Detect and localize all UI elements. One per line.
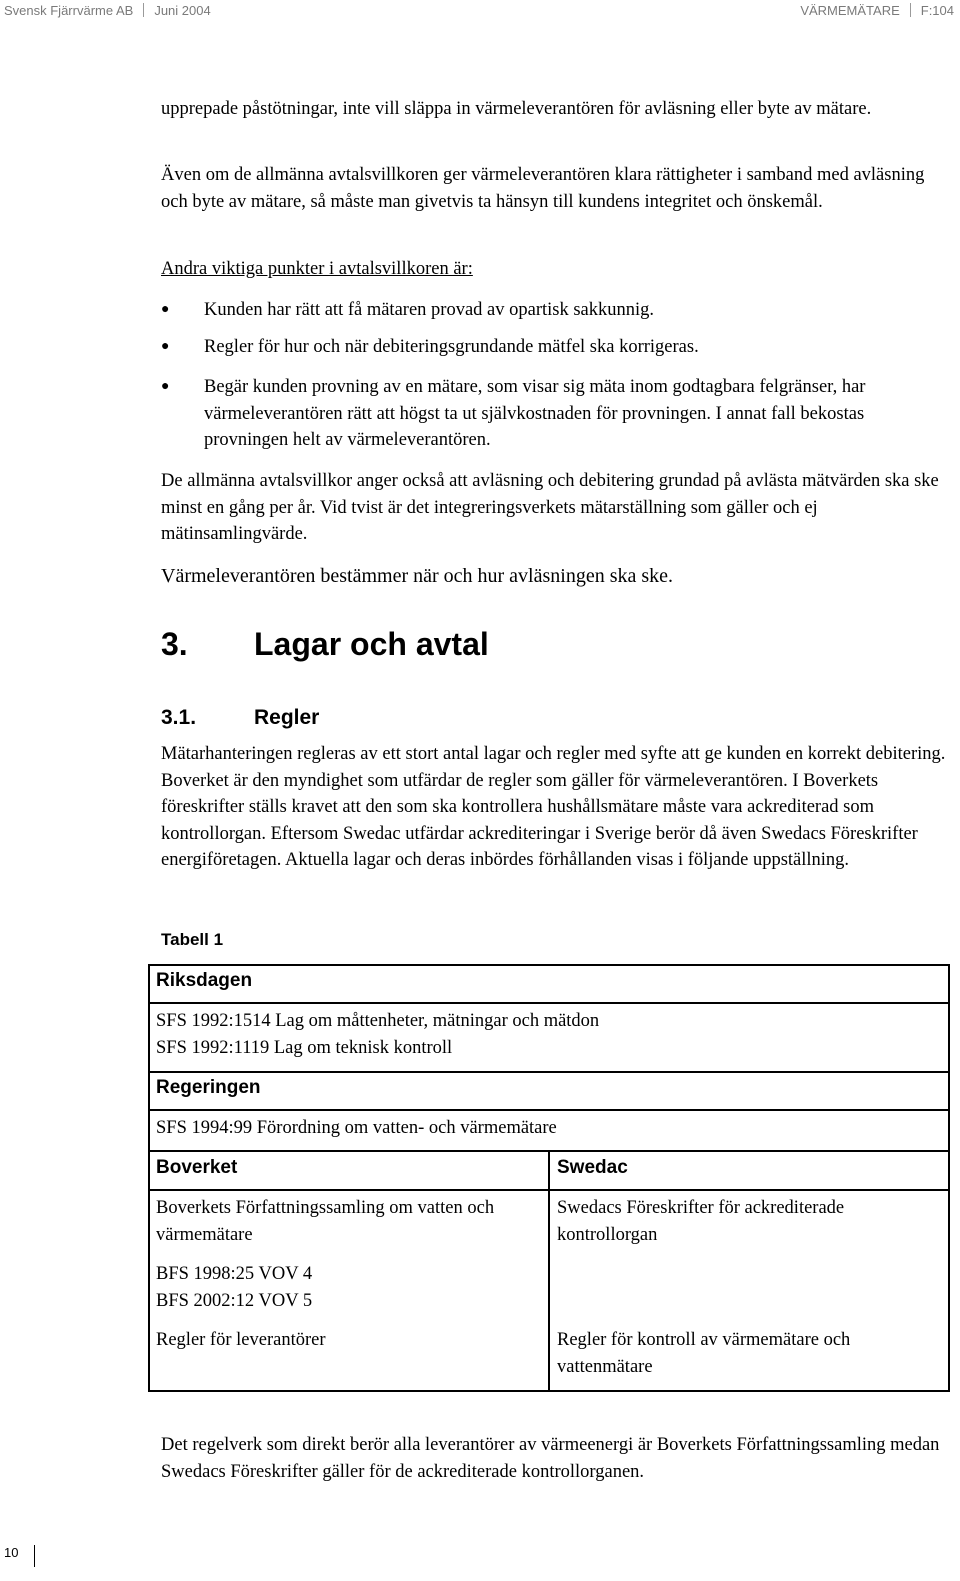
header-left: [4, 3, 211, 18]
boverket-head: Boverket: [156, 1157, 238, 1178]
paragraph-reading-frequency: De allmänna avtalsvillkor anger också att avläsning och debitering grundad på avlästa mätvärden ska ske minst en gång per år. Vid tvist är det integreringsverkets mätarställning som gäller och ej mätinsamlingvärde.: [161, 471, 939, 544]
bullet-icon: ●: [161, 302, 170, 317]
boverket-header: [148, 1151, 548, 1186]
riksdagen-head: Riksdagen: [156, 970, 253, 991]
regeringen-body-row: [148, 1111, 950, 1146]
riksdagen-law-2: SFS 1992:1119 Lag om teknisk kontroll: [156, 1037, 453, 1058]
swedac-body: [549, 1191, 941, 1252]
riksdagen-header-row: [148, 964, 950, 999]
regeringen-law-1: SFS 1994:99 Förordning om vatten- och värmemätare: [156, 1118, 557, 1138]
regeringen-header-row: [148, 1071, 950, 1106]
paragraph-continuation: upprepade påstötningar, inte vill släppa in värmeleverantören för avläsning eller byte av mätare.: [161, 99, 872, 119]
regeringen-head: Regeringen: [156, 1077, 261, 1098]
paragraph-regulations: Mätarhanteringen regleras av ett stort antal lagar och regler med syfte att ge kunden en korrekt debitering. Boverket är den myndighet som utfärdar de regler som gäller för värmeleverantören. I Boverkets föreskrifter ställs kravet att den som ska kontrollera hushållsmätare måste vara ackrediterad som kontrollorgan. Eftersom Swedac utfärdar ackrediteringar i Sverige berör då även Swedacs Föreskrifter energiföretagen. Aktuella lagar och deras inbördes förhållanden visas i följande uppställning.: [161, 744, 946, 870]
boverket-item-2a: BFS 1998:25 VOV 4: [156, 1264, 313, 1284]
section-number: 3.: [161, 626, 188, 662]
riksdagen-body-row: [148, 1004, 950, 1065]
paragraph-supplier-decides: Värmeleverantören bestämmer när och hur avläsningen ska ske.: [161, 565, 674, 587]
subsection-number: 3.1.: [161, 706, 197, 729]
swedac-cell: [549, 1191, 941, 1252]
section-title: Lagar och avtal: [254, 626, 489, 662]
list-item-text: Regler för hur och när debiteringsgrundande mätfel ska korrigeras.: [204, 337, 699, 357]
page-number: [4, 1545, 18, 1560]
bullet-icon: ●: [161, 339, 170, 354]
paragraph-key-points-heading: Andra viktiga punkter i avtalsvillkoren är:: [161, 259, 473, 279]
boverket-body: [148, 1191, 540, 1358]
riksdagen-law-1: SFS 1992:1514 Lag om måttenheter, mätningar och mätdon: [156, 1011, 600, 1031]
page-header: [0, 0, 960, 22]
swedac-body-lower: [549, 1323, 941, 1384]
page-number-divider: [34, 1545, 35, 1567]
boverket-cell: [148, 1191, 540, 1358]
subsection-title: Regler: [254, 706, 320, 729]
boverket-item-3: Regler för leverantörer: [156, 1330, 326, 1350]
bullet-icon: ●: [161, 379, 170, 394]
header-date: Juni 2004: [154, 3, 211, 18]
regulation-table: [148, 964, 950, 1392]
boverket-item-1: Boverkets Författningssamling om vatten och värmemätare: [156, 1198, 495, 1245]
swedac-header: [549, 1151, 949, 1186]
swedac-item-1: Swedacs Föreskrifter för ackrediterade kontrollorgan: [557, 1198, 845, 1245]
list-item-text: Begär kunden provning av en mätare, som visar sig mäta inom godtagbara felgränser, har värmeleverantören rätt att högst ta ut självkostnaden för provningen. I annat fall bekostas provningen helt av värmeleverantören.: [204, 377, 866, 450]
paragraph-conclusion: Det regelverk som direkt berör alla leverantörer av värmeenergi är Boverkets Författningssamling medan Swedacs Föreskrifter gäller för de ackrediterade kontrollorganen.: [161, 1435, 940, 1482]
header-right: [800, 3, 954, 18]
header-company: Svensk Fjärrvärme AB: [4, 3, 134, 18]
table-caption: Tabell 1: [161, 930, 224, 949]
boverket-item-2b: BFS 2002:12 VOV 5: [156, 1290, 313, 1311]
swedac-item-3: Regler för kontroll av värmemätare och vattenmätare: [557, 1330, 851, 1377]
riksdagen-cell: [148, 1004, 950, 1065]
header-doc-code: F:104: [920, 3, 954, 18]
swedac-head: Swedac: [557, 1157, 628, 1178]
page-number-text: 10: [4, 1545, 19, 1560]
header-divider: [910, 3, 911, 17]
list-item-text: Kunden har rätt att få mätaren provad av opartisk sakkunnig.: [204, 300, 655, 320]
paragraph-integrity: Även om de allmänna avtalsvillkoren ger värmeleverantören klara rättigheter i samband med avläsning och byte av mätare, så måste man givetvis ta hänsyn till kundens integritet och önskemål.: [161, 165, 925, 212]
header-doc-title: VÄRMEMÄTARE: [800, 3, 900, 18]
header-divider: [143, 3, 144, 17]
